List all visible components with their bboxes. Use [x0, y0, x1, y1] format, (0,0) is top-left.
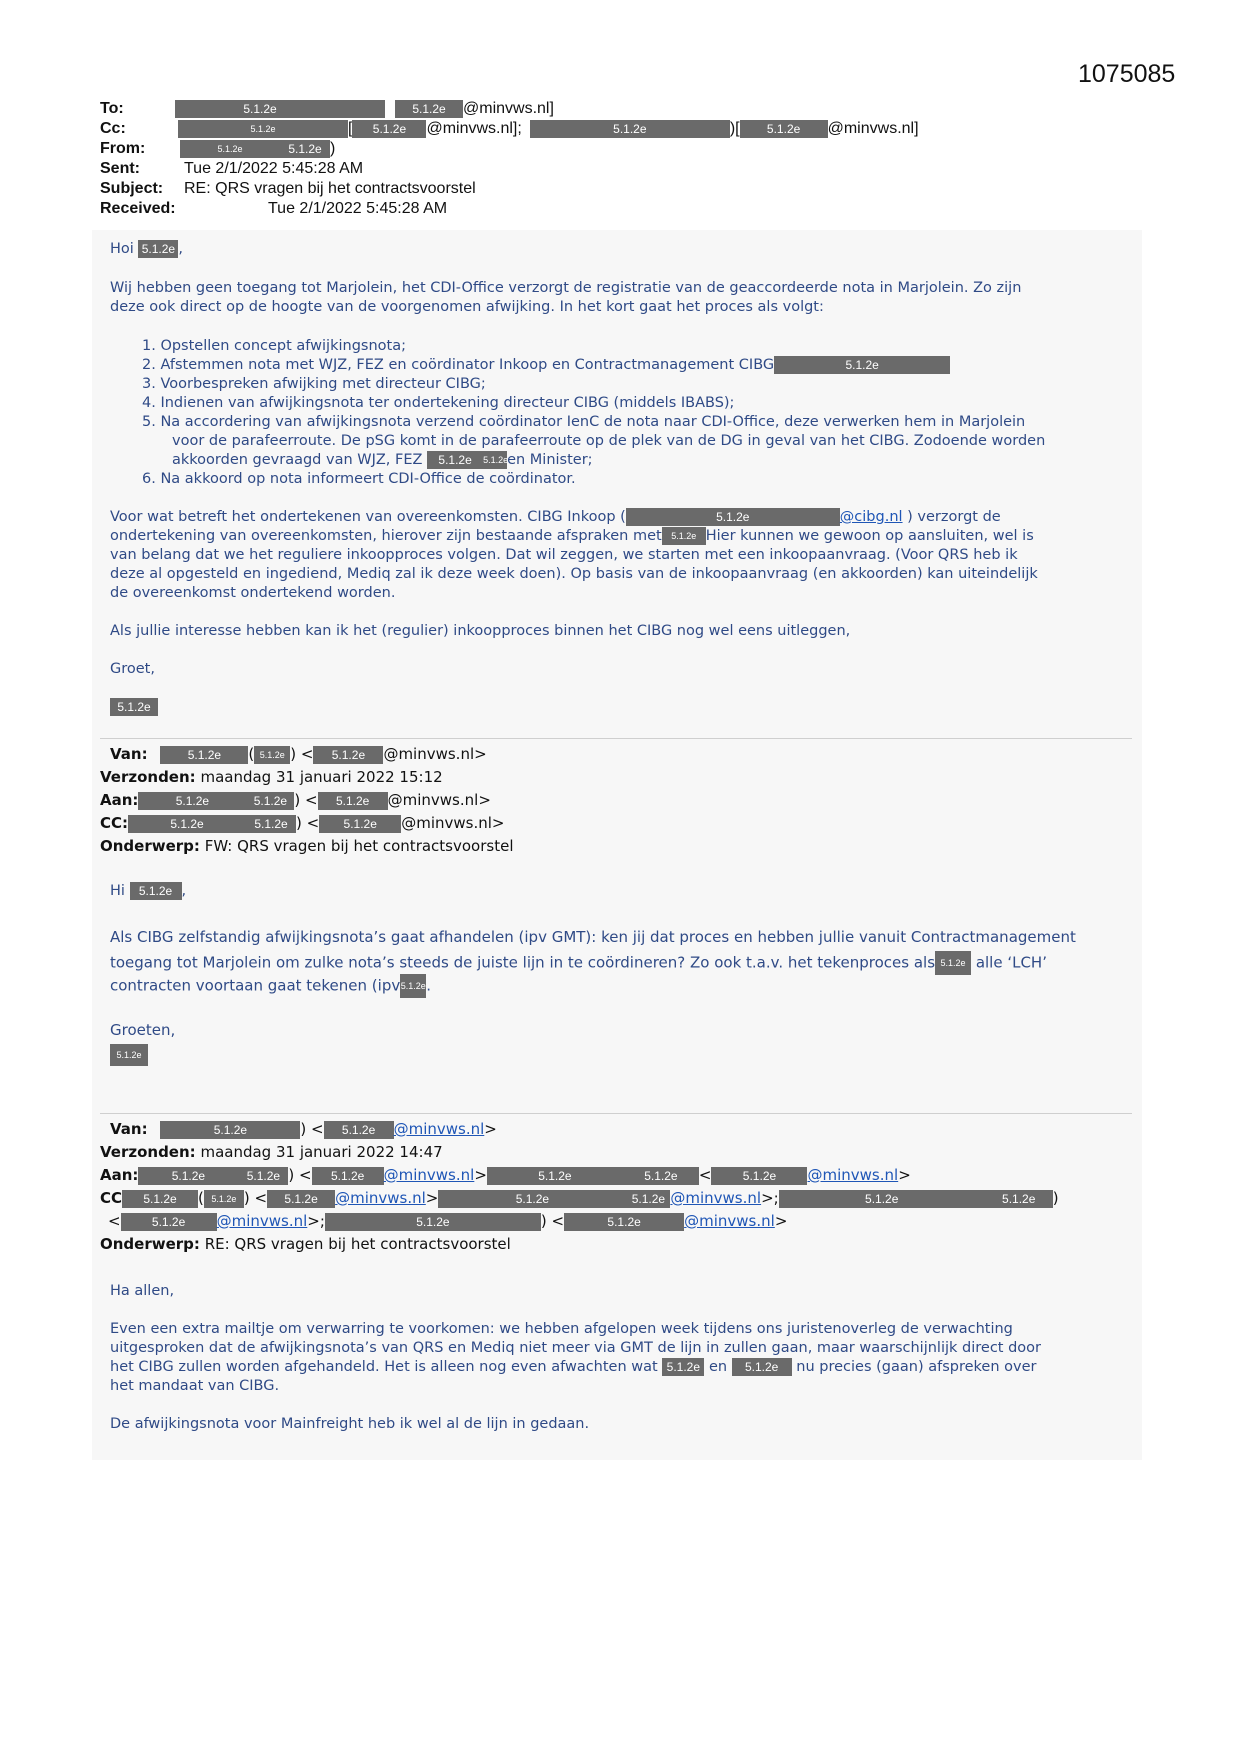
redaction: 5.1.2e	[395, 100, 463, 118]
step-5-continuation: voor de parafeerroute. De pSG komt in de parafeerroute op de plek van de DG in geval van het CIBG. Zodoende worden	[172, 433, 1046, 449]
bracket-text: ) <	[294, 791, 318, 809]
bracket-text: >;	[307, 1212, 325, 1230]
msg2-onderwerp-row	[100, 837, 513, 855]
para-text: nu precies (gaan) afspreken over	[796, 1359, 1037, 1375]
redaction: 5.1.2e	[238, 1167, 288, 1185]
para-text: alle ‘LCH’	[975, 953, 1047, 972]
step-text: 2. Afstemmen nota met WJZ, FEZ en coördinator Inkoop en Contractmanagement CIBG	[142, 357, 775, 373]
msg1-paragraph-2-line-4: deze al opgesteld en ingediend, Mediq zal ik deze week doen). Op basis van de inkoopaanvraag (en akkoorden) kan uiteindelijk	[110, 566, 1038, 582]
bracket-text: >	[898, 1166, 911, 1184]
bracket-text: ) <	[290, 745, 314, 763]
bracket-text: ) <	[296, 814, 320, 832]
redaction: 5.1.2e	[732, 1358, 792, 1376]
verzonden-value: maandag 31 januari 2022 14:47	[200, 1143, 443, 1161]
redaction: 5.1.2e	[352, 120, 426, 138]
redaction: 5.1.2e	[319, 815, 401, 833]
email-link[interactable]: @minvws.nl	[383, 1166, 475, 1184]
redaction: 5.1.2e	[254, 746, 290, 764]
redaction: 5.1.2e	[438, 1190, 626, 1208]
greeting-text: Hoi	[110, 241, 134, 257]
steps-list-item: 1. Opstellen concept afwijkingsnota;	[142, 338, 406, 354]
email-link[interactable]: @minvws.nl	[807, 1166, 899, 1184]
email-link[interactable]: @cibg.nl	[839, 509, 903, 525]
sent-value: Tue 2/1/2022 5:45:28 AM	[184, 160, 364, 177]
verzonden-label: Verzonden:	[100, 1143, 196, 1161]
msg1-paragraph-1-line-2: deze ook direct op de hoogte van de voorgenomen afwijking. In het kort gaat het proces als volgt:	[110, 299, 824, 315]
msg3-line-4: het mandaat van CIBG.	[110, 1378, 280, 1394]
msg1-paragraph-1-line-1: Wij hebben geen toegang tot Marjolein, het CDI-Office verzorgt de registratie van de geaccordeerde nota in Marjolein. Zo zijn	[110, 280, 1022, 296]
redaction: 5.1.2e	[138, 1167, 238, 1185]
redaction: 5.1.2e	[400, 974, 426, 998]
document-number: 1075085	[1078, 60, 1176, 88]
msg1-signature	[110, 698, 158, 717]
redaction: 5.1.2e	[325, 1213, 541, 1231]
redaction: 5.1.2e	[774, 356, 950, 374]
bracket-text: >	[474, 1166, 487, 1184]
paren-text: (	[248, 745, 255, 763]
bracket-text: [	[348, 120, 353, 138]
redaction: 5.1.2e	[662, 527, 706, 545]
to-label: To:	[100, 100, 124, 117]
onderwerp-label: Onderwerp:	[100, 1235, 200, 1253]
greeting-comma: ,	[181, 883, 187, 899]
header-received-row	[100, 200, 176, 218]
from-label: From:	[100, 140, 146, 157]
aan-label: Aan:	[100, 791, 139, 809]
msg1-paragraph-2-line-1	[110, 508, 1001, 527]
redaction: 5.1.2e	[204, 1190, 244, 1208]
email-link[interactable]: @minvws.nl	[684, 1212, 775, 1230]
email-link[interactable]: @minvws.nl	[670, 1189, 762, 1207]
redaction: 5.1.2e	[313, 746, 383, 764]
redaction: 5.1.2e	[662, 1358, 704, 1376]
redaction: 5.1.2e	[122, 1190, 198, 1208]
received-value: Tue 2/1/2022 5:45:28 AM	[268, 200, 448, 217]
onderwerp-value: FW: QRS vragen bij het contractsvoorstel	[204, 837, 514, 855]
redaction: 5.1.2e	[246, 815, 296, 833]
bracket-text: >	[484, 1120, 497, 1138]
redaction: 5.1.2e	[740, 120, 828, 138]
steps-list-item: 3. Voorbespreken afwijking met directeur CIBG;	[142, 376, 486, 392]
msg3-greeting: Ha allen,	[110, 1283, 175, 1299]
bracket-text: ) <	[288, 1166, 312, 1184]
van-label: Van:	[110, 1120, 148, 1138]
para-text: en	[708, 1359, 728, 1375]
para-text: contracten voortaan gaat tekenen (ipv	[110, 976, 401, 995]
sent-label: Sent:	[100, 160, 140, 177]
redaction: 5.1.2e	[324, 1121, 394, 1139]
msg1-paragraph-3: Als jullie interesse hebben kan ik het (regulier) inkoopproces binnen het CIBG nog wel eens uitleggen,	[110, 623, 851, 639]
to-address-suffix: @minvws.nl]	[463, 100, 554, 118]
address-suffix: @minvws.nl>	[383, 745, 487, 763]
redaction: 5.1.2e	[487, 1167, 623, 1185]
bracket-text: ) <	[300, 1120, 324, 1138]
redaction: 5.1.2e	[138, 240, 178, 258]
cc-label: CC	[100, 1189, 123, 1207]
para-text: ondertekening van overeenkomsten, hierover zijn bestaande afspraken met	[110, 528, 662, 544]
msg2-signature	[110, 1044, 148, 1066]
redaction: 5.1.2e	[160, 1121, 300, 1139]
msg3-cc-row-2	[108, 1212, 787, 1231]
received-label: Received:	[100, 200, 176, 217]
header-sent-row	[100, 160, 140, 178]
steps-list-item	[142, 356, 950, 375]
msg2-aan-row	[100, 791, 491, 810]
redaction: 5.1.2e	[121, 1213, 217, 1231]
separator-line	[100, 738, 1132, 739]
cc-label: Cc:	[100, 120, 126, 137]
bracket-text: ) <	[540, 1212, 565, 1230]
redaction: 5.1.2e	[985, 1190, 1053, 1208]
msg3-van-row	[110, 1120, 497, 1139]
para-text: Voor wat betreft het ondertekenen van overeenkomsten. CIBG Inkoop (	[110, 509, 626, 525]
address-suffix: @minvws.nl>	[387, 791, 491, 809]
subject-value: RE: QRS vragen bij het contractsvoorstel	[184, 180, 476, 197]
email-link[interactable]: @minvws.nl	[216, 1212, 308, 1230]
redaction: 5.1.2e	[178, 120, 348, 138]
address-suffix: @minvws.nl>	[401, 814, 505, 832]
msg2-line-2	[110, 951, 1047, 975]
msg3-paragraph-2: De afwijkingsnota voor Mainfreight heb ik wel al de lijn in gedaan.	[110, 1416, 590, 1432]
onderwerp-value: RE: QRS vragen bij het contractsvoorstel	[204, 1235, 511, 1253]
msg1-closing: Groet,	[110, 661, 155, 677]
van-label: Van:	[110, 745, 148, 763]
redaction: 5.1.2e	[318, 792, 388, 810]
step-text: akkoorden gevraagd van WJZ, FEZ	[172, 452, 423, 468]
aan-label: Aan:	[100, 1166, 139, 1184]
onderwerp-label: Onderwerp:	[100, 837, 200, 855]
msg2-greeting	[110, 882, 186, 901]
header-subject-row	[100, 180, 163, 198]
bracket-text: >;	[761, 1189, 779, 1207]
redaction: 5.1.2e	[626, 508, 840, 526]
msg1-paragraph-2-line-2	[110, 527, 1034, 546]
cc-label: CC:	[100, 814, 129, 832]
step-5-continuation	[172, 451, 593, 470]
redaction: 5.1.2e	[246, 792, 294, 810]
msg1-paragraph-2-line-3: van belang dat we het reguliere inkoopproces volgen. Dat wil zeggen, we starten met een inkoopaanvraag. (Voor QRS heb ik	[110, 547, 1018, 563]
redaction: 5.1.2e	[427, 451, 483, 469]
redaction: 5.1.2e	[483, 451, 507, 469]
msg3-verzonden-row	[100, 1143, 443, 1161]
para-text: .	[426, 976, 431, 995]
msg3-line-2: uitgesproken dat de afwijkingsnota’s van QRS en Mediq niet meer via GMT de lijn in zullen gaan, maar waarschijnlijk direct door	[110, 1340, 1041, 1356]
para-text: toegang tot Marjolein om zulke nota’s steeds de juiste lijn in te coördineren? Zo ook t.a.v. het tekenproces als	[110, 953, 936, 972]
para-text: ) verzorgt de	[902, 509, 1001, 525]
msg1-greeting	[110, 240, 183, 259]
verzonden-value: maandag 31 januari 2022 15:12	[200, 768, 443, 786]
redaction: 5.1.2e	[180, 140, 280, 158]
para-text: het CIBG zullen worden afgehandeld. Het is alleen nog even afwachten wat	[110, 1359, 658, 1375]
para-text: Hier kunnen we gewoon op aansluiten, wel is	[705, 528, 1034, 544]
bracket-text: <	[698, 1166, 712, 1184]
subject-label: Subject:	[100, 180, 164, 197]
redaction: 5.1.2e	[160, 746, 248, 764]
msg2-verzonden-row	[100, 768, 443, 786]
msg2-line-3	[110, 974, 431, 998]
separator-line	[100, 1113, 1132, 1114]
bracket-text: )	[1052, 1189, 1059, 1207]
header-to-row	[100, 100, 124, 118]
steps-list-item: 4. Indienen van afwijkingsnota ter ondertekening directeur CIBG (middels IBABS);	[142, 395, 735, 411]
step-text: en Minister;	[507, 452, 593, 468]
from-suffix: )	[330, 140, 336, 158]
header-from-value	[180, 140, 335, 158]
redaction: 5.1.2e	[779, 1190, 985, 1208]
header-to-value	[175, 100, 554, 118]
bracket-text: >	[425, 1189, 439, 1207]
greeting-comma: ,	[178, 241, 184, 257]
redaction: 5.1.2e	[110, 1044, 148, 1066]
bracket-text: >	[774, 1212, 788, 1230]
redaction: 5.1.2e	[935, 951, 971, 975]
msg3-line-1: Even een extra mailtje om verwarring te voorkomen: we hebben afgelopen week tijdens ons juristenoverleg de verwachting	[110, 1321, 1013, 1337]
redaction: 5.1.2e	[312, 1167, 384, 1185]
steps-list-item: 5. Na accordering van afwijkingsnota verzend coördinator IenC de nota naar CDI-Office, deze verwerken hem in Marjolein	[142, 414, 1026, 430]
redaction: 5.1.2e	[267, 1190, 335, 1208]
email-link[interactable]: @minvws.nl	[393, 1120, 485, 1138]
header-cc-row	[100, 120, 126, 138]
redaction: 5.1.2e	[530, 120, 730, 138]
email-link[interactable]: @minvws.nl	[335, 1189, 426, 1207]
redaction: 5.1.2e	[175, 100, 345, 118]
msg2-line-1: Als CIBG zelfstandig afwijkingsnota’s gaat afhandelen (ipv GMT): ken jij dat proces en hebben jullie vanuit Contractmanagement	[110, 928, 1076, 946]
cc-address-suffix-1: @minvws.nl];	[426, 120, 522, 138]
bracket-text: <	[108, 1212, 121, 1230]
msg3-aan-row	[100, 1166, 911, 1185]
redaction: 5.1.2e	[138, 792, 246, 810]
bracket-text: )[	[729, 120, 740, 138]
msg3-line-3	[110, 1358, 1036, 1377]
msg3-onderwerp-row	[100, 1235, 511, 1253]
header-from-row	[100, 140, 145, 158]
header-cc-value	[178, 120, 919, 138]
greeting-text: Hi	[110, 883, 125, 899]
redaction: 5.1.2e	[564, 1213, 684, 1231]
bracket-text: ) <	[243, 1189, 268, 1207]
redaction: 5.1.2e	[110, 698, 158, 716]
redaction: 5.1.2e	[711, 1167, 807, 1185]
msg3-cc-row-1	[100, 1189, 1059, 1208]
msg2-closing: Groeten,	[110, 1021, 176, 1039]
msg2-van-row	[110, 745, 487, 764]
redaction	[345, 100, 385, 118]
redaction: 5.1.2e	[128, 815, 246, 833]
msg1-paragraph-2-line-5: de overeenkomst ondertekend worden.	[110, 585, 396, 601]
redaction: 5.1.2e	[130, 882, 182, 900]
redaction: 5.1.2e	[623, 1167, 699, 1185]
redaction: 5.1.2e	[280, 140, 330, 158]
steps-list-item: 6. Na akkoord op nota informeert CDI-Office de coördinator.	[142, 471, 576, 487]
cc-address-suffix-2: @minvws.nl]	[827, 120, 919, 138]
paren-text: (	[198, 1189, 204, 1207]
verzonden-label: Verzonden:	[100, 768, 196, 786]
redaction: 5.1.2e	[626, 1190, 670, 1208]
msg2-cc-row	[100, 814, 504, 833]
